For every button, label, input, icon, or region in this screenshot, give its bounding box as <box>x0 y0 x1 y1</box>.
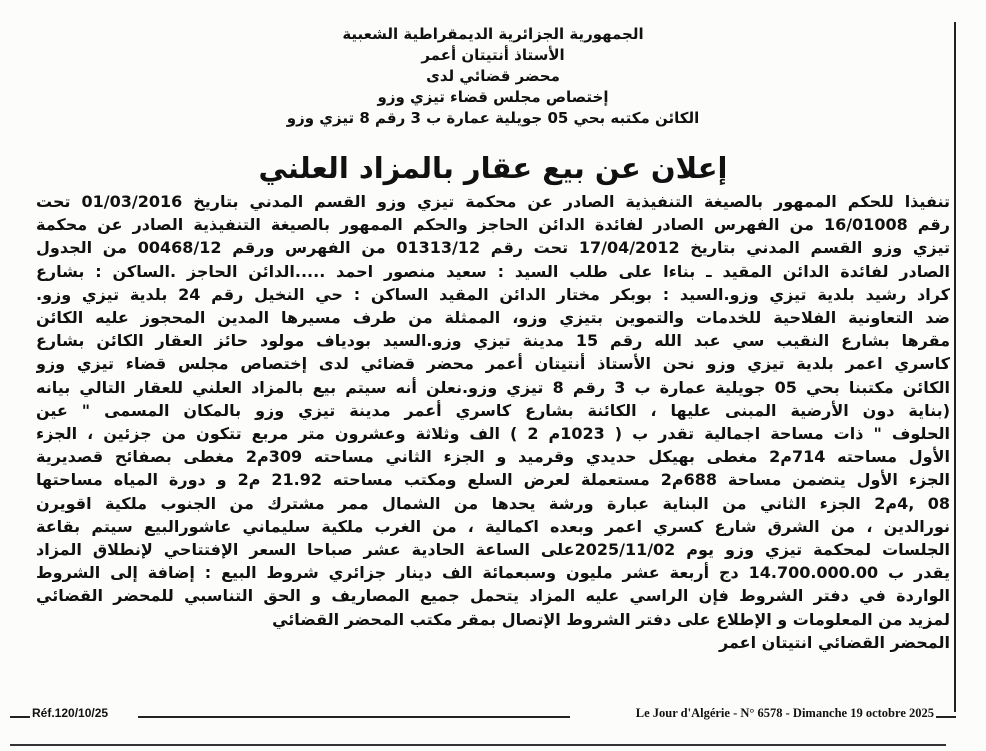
body-line: كراد رشيد بلدية تيزي وزو.السيد : بوبكر مختار الدائن المقيد الساكن : حي النخيل رقم 24 بلدية تيزي وزو. <box>36 284 950 304</box>
reference-number: Réf.120/10/25 <box>32 706 109 720</box>
header-jurisdiction: إختصاص مجلس قضاء تيزي وزو <box>377 88 609 106</box>
body-line: تيزي وزو القسم المدني بتاريخ 17/04/2012 تحت رقم 01313/12 من الفهرس ورقم 00468/12 من الجدول <box>36 238 950 258</box>
footer-dash-right <box>936 716 956 718</box>
body-line: ضد التعاونية الفلاحية للخدمات والتموين بتيزي وزو، الممثلة من طرف مسيرها المدين المحجوز عليه الكائن <box>36 308 950 328</box>
announcement-title: إعلان عن بيع عقار بالمزاد العلني <box>258 151 728 185</box>
header-republic: الجمهورية الجزائرية الديمقراطية الشعبية <box>342 25 644 43</box>
body-line: تنفيذا للحكم الممهور بالصيغة التنفيذية الصادر عن محكمة تيزي وزو القسم المدني بتاريخ 01/03/2016 تحت <box>36 192 950 211</box>
body-line: 08 ,4م2 الجزء الثاني من البناية عبارة ورشة يحدها من الشمال ممر مشترك من الجنوب ملكية اقويرن <box>36 493 950 513</box>
body-line: رقم 16/01008 من الفهرس الصادر لفائدة الدائن الحاجز والحكم الممهور بالصيغة التنفيذية الصادر عن محكمة <box>36 215 950 235</box>
body-line: الأول مساحته 714م2 مغطى بهيكل حديدي وقرميد و الجزء الثاني مساحته 309م2 مغطى بصفائح قصديرية <box>36 447 950 467</box>
body-line: الجزء الأول يتضمن مساحة 688م2 مستعملة لعرض السلع ومكتب مساحته 21.92 م2 و دورة المياه مساحتها <box>36 470 950 490</box>
footer-dash-left <box>10 716 30 718</box>
body-line: نورالدين ، من الشرق شارع كسري اعمر وبعده اكمالية ، من الغرب ملكية سليماني عاشورالبيع سيتم بقاعة <box>36 516 950 536</box>
bottom-border-line <box>10 744 946 746</box>
header-bailiff-title: محضر قضائي لدى <box>426 67 560 85</box>
body-line: كاسري اعمر بلدية تيزي وزو نحن الأستاذ أنتيتان أعمر محضر قضائي لدى إختصاص مجلس قضاء تيزي وزو <box>36 354 950 374</box>
footer-rule <box>138 716 570 718</box>
body-line: لمزيد من المعلومات و الإطلاع على دفتر الشروط الإتصال بمقر مكتب المحضر القضائي <box>272 609 950 629</box>
body-line: الكائن مكتبنا بحي 05 جويلية عمارة ب 3 رقم 8 تيزي وزو.نعلن أنه سيتم بيع بالمزاد العلني للعقار التالي بيانه <box>36 377 950 397</box>
announcement-body <box>36 190 950 654</box>
signature-line: المحضر القضائي انتيتان اعمر <box>719 632 950 652</box>
footer-bar <box>10 706 956 726</box>
body-line: الجلسات لمحكمة تيزي وزو يوم 2025/11/02على الساعة الحادية عشر صباحا السعر الإفتتاحي لإنطلاق المزاد <box>36 540 950 560</box>
body-line: مقرها بشارع النقيب سي عبد الله رقم 15 مدينة تيزي وزو.السيد بودياف مولود حائز العقار الكائن بشارع <box>36 331 950 351</box>
publication-info: Le Jour d'Algérie - N° 6578 - Dimanche 19 octobre 2025 <box>635 706 934 720</box>
body-line: الواردة في دفتر الشروط فإن الراسي عليه المزاد يتحمل جميع المصاريف و الحق التناسبي للمحضر القضائي <box>36 586 950 606</box>
header-bailiff-name: الأستاذ أنتيتان أعمر <box>421 46 565 64</box>
header-block <box>60 24 926 129</box>
body-line: الحلوف " ذات مساحة اجمالية تقدر ب ( 1023م 2 ) الف وثلاثة وعشرون متر مربع تتكون من جزئين ، الجزء <box>36 424 950 444</box>
body-line: الصادر لفائدة الدائن المقيد ـ بناءا على طلب السيد : سعيد منصور احمد .....الدائن الحاجز .الساكن : بشارع <box>36 261 950 281</box>
body-line: (بناية دون الأرضية المبنى عليها ، الكائنة بشارع كاسري أعمر مدينة تيزي وزو بالمكان المسمى " عين <box>36 400 950 420</box>
header-office-address: الكائن مكتبه بحي 05 جويلية عمارة ب 3 رقم 8 تيزي وزو <box>286 109 700 127</box>
body-line: يقدر ب 14.700.000.00 دج أربعة عشر مليون وسبعمائة الف دينار جزائري شروط البيع : إضافة إلى الشروط <box>36 563 950 583</box>
border-line-right <box>954 22 956 712</box>
